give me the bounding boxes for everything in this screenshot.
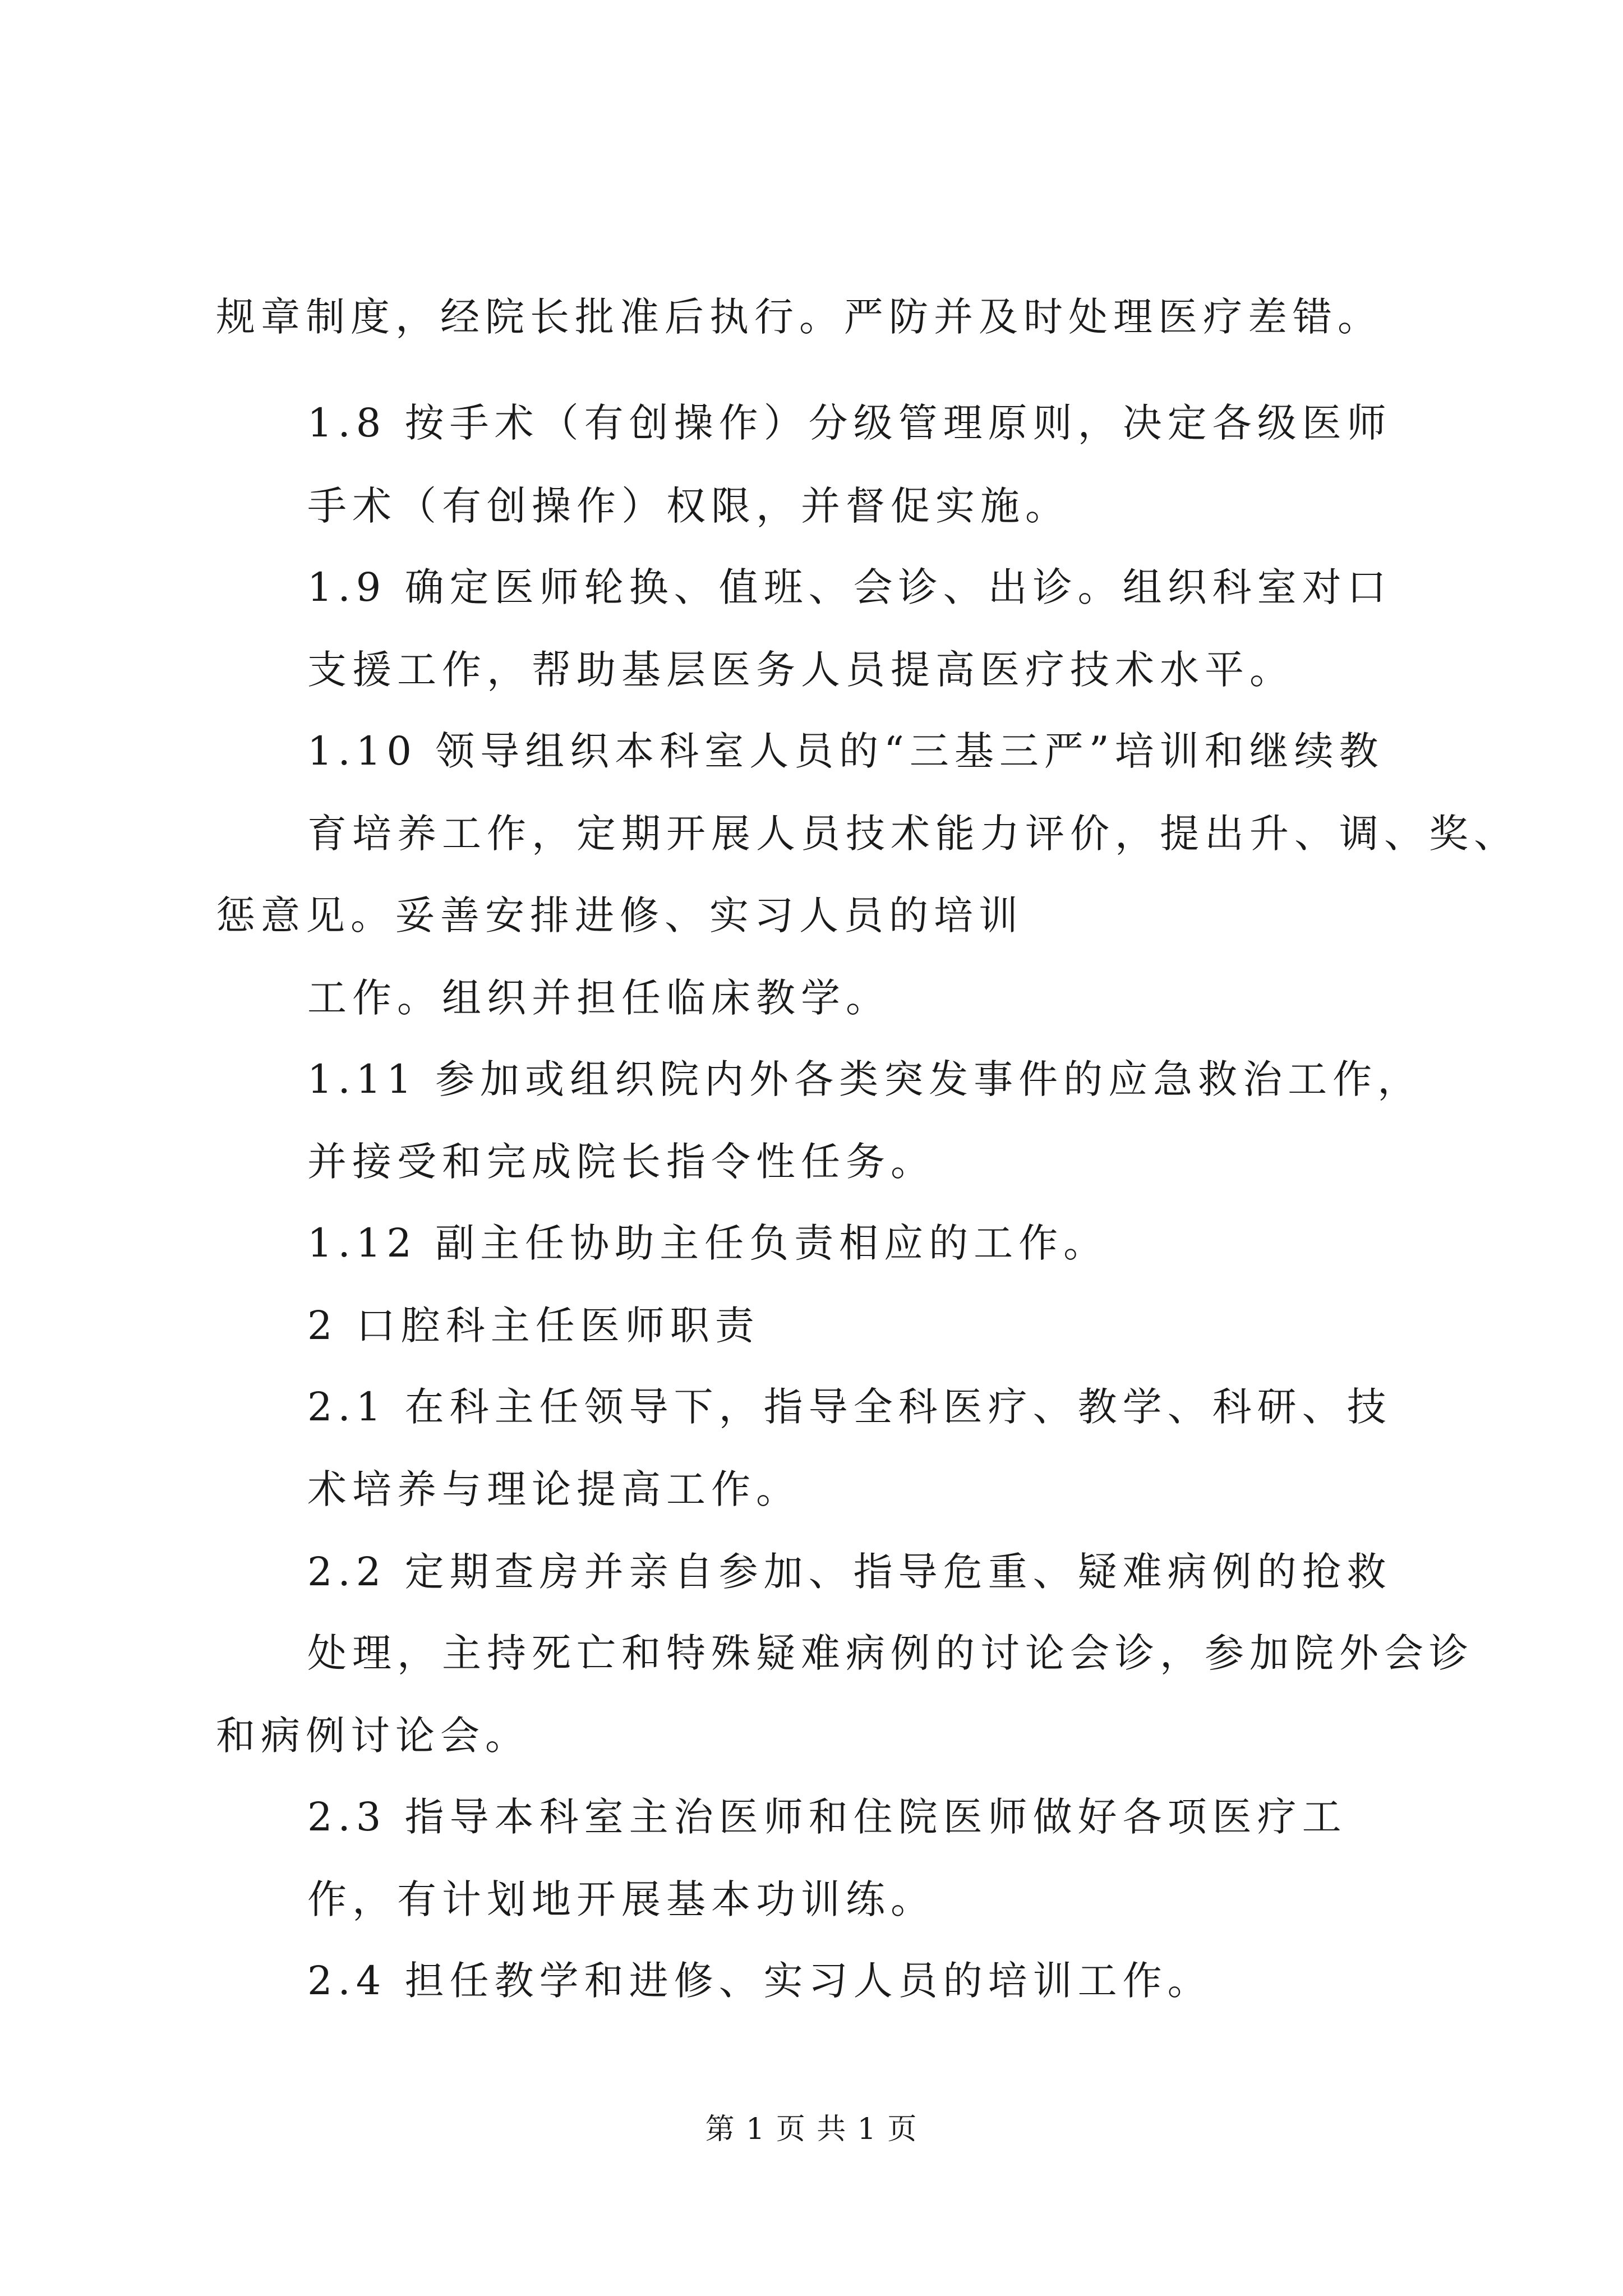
text-line: 规章制度，经院长批准后执行。严防并及时处理医疗差错。 <box>216 294 1382 340</box>
text-line: 和病例讨论会。 <box>216 1713 530 1759</box>
text-line: 2.2 定期查房并亲自参加、指导危重、疑难病例的抢救 <box>307 1549 1392 1595</box>
text-line: 作，有计划地开展基本功训练。 <box>307 1876 935 1922</box>
text-line: 处理，主持死亡和特殊疑难病例的讨论会诊，参加院外会诊 <box>307 1630 1474 1676</box>
text-line: 2.3 指导本科室主治医师和住院医师做好各项医疗工 <box>307 1794 1347 1840</box>
text-line: 手术（有创操作）权限，并督促实施。 <box>307 483 1070 529</box>
text-line: 1.8 按手术（有创操作）分级管理原则，决定各级医师 <box>307 400 1392 446</box>
text-line: 惩意见。妥善安排进修、实习人员的培训 <box>216 892 1023 938</box>
text-line: 2.4 担任教学和进修、实习人员的培训工作。 <box>307 1958 1212 2004</box>
text-line: 并接受和完成院长指令性任务。 <box>307 1139 935 1185</box>
text-line: 1.12 副主任协助主任负责相应的工作。 <box>307 1220 1109 1266</box>
text-line: 工作。组织并担任临床教学。 <box>307 975 891 1021</box>
section-heading: 2 口腔科主任医师职责 <box>307 1303 760 1349</box>
text-line: 1.9 确定医师轮换、值班、会诊、出诊。组织科室对口 <box>307 564 1392 610</box>
text-line: 2.1 在科主任领导下，指导全科医疗、教学、科研、技 <box>307 1384 1392 1430</box>
page-number-footer: 第 1 页 共 1 页 <box>705 2113 918 2146</box>
text-line: 育培养工作，定期开展人员技术能力评价，提出升、调、奖、 <box>307 811 1519 857</box>
text-line: 1.11 参加或组织院内外各类突发事件的应急救治工作， <box>307 1056 1423 1102</box>
text-line: 1.10 领导组织本科室人员的“三基三严”培训和继续教 <box>307 728 1384 774</box>
text-line: 支援工作，帮助基层医务人员提高医疗技术水平。 <box>307 647 1294 693</box>
text-line: 术培养与理论提高工作。 <box>307 1466 801 1512</box>
